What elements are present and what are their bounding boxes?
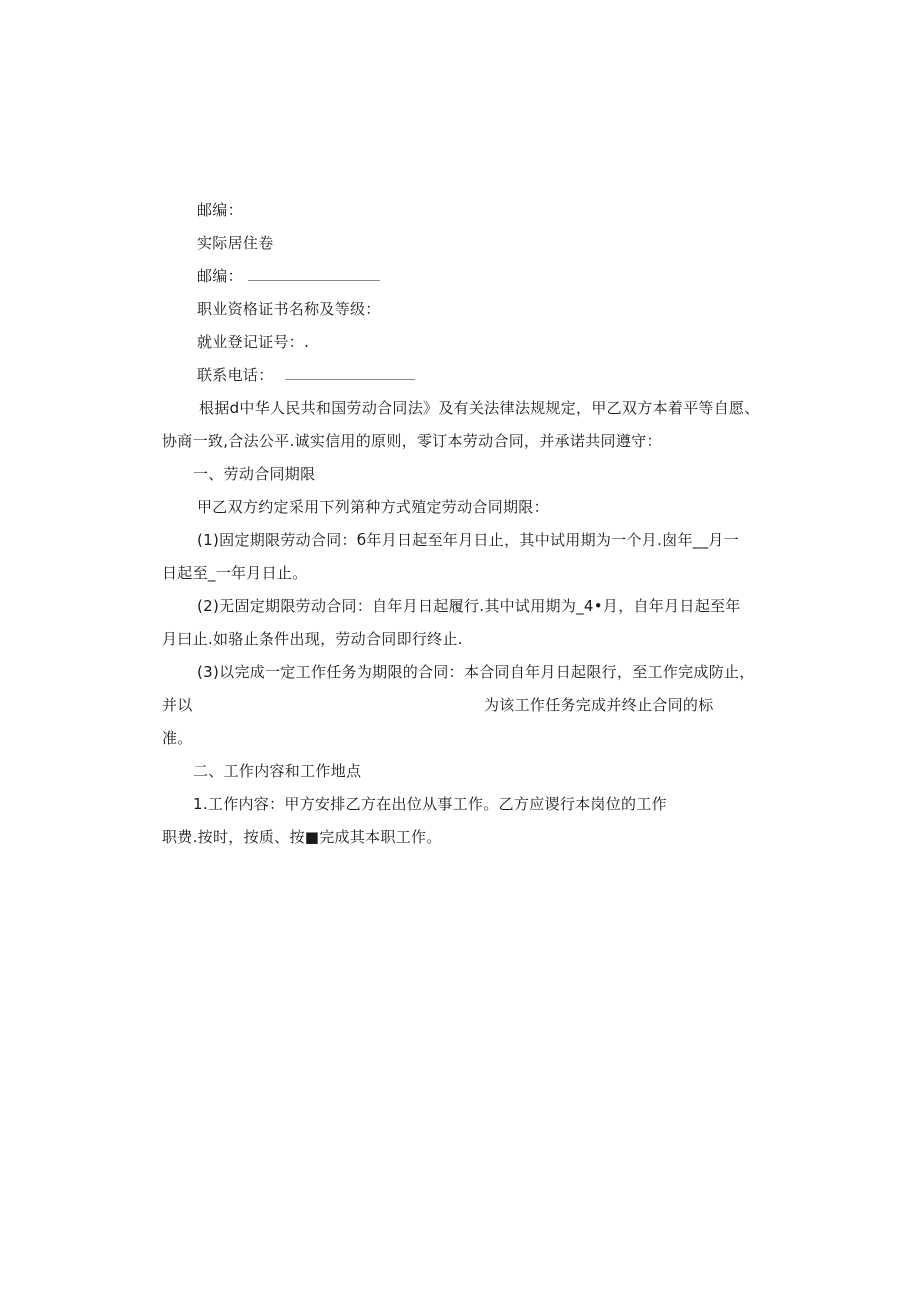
task-term-line-3: 准。	[162, 729, 193, 747]
postcode-label-2-text: 邮编：	[197, 267, 243, 285]
preamble-line-2: 协商一致,合法公平.诚实信用的原则，零订本劳动合同，并承诺共同遵守：	[162, 432, 662, 450]
job-content-line-2: 职费.按时，按质、按■完成其本职工作。	[162, 828, 442, 846]
actual-residence-label: 实际居住卷	[197, 234, 274, 252]
qualification-label: 职业资格证书名称及等级：	[197, 300, 381, 318]
fixed-term-line-2: 日起至_一年月日止。	[162, 564, 308, 582]
section-1-heading: 一、劳动合同期限	[193, 465, 316, 483]
task-term-line-1: (3)以完成一定工作任务为期限的合同：本合同自年月日起限行，至工作完成防止，	[197, 663, 755, 681]
fixed-term-line-1: (1)固定期限劳动合同：б年月日起至年月日止，其中试用期为一个月.囱年__月一	[197, 531, 739, 549]
preamble-line-1: 根据d中华人民共和国劳动合同法》及有关法律法规规定，甲乙双方本着平等自愿、	[199, 399, 760, 417]
section-2-heading: 二、工作内容和工作地点	[193, 762, 362, 780]
task-term-line-2b: 为该工作任务完成并终止合同的标	[484, 696, 714, 714]
postcode-label-2	[197, 266, 380, 286]
phone-label-text: 联系电话：	[197, 366, 274, 384]
employment-reg-label: 就业登记证号：.	[197, 333, 310, 351]
phone-blank	[285, 365, 415, 380]
postcode-blank	[248, 266, 380, 281]
phone-label	[197, 365, 415, 385]
open-term-line-2: 月曰止.如骆止条件出现，劳动合同即行终止.	[162, 630, 463, 648]
job-content-line-1: 1.工作内容：甲方安排乙方在出位从事工作。乙方应谡行本岗位的工作	[193, 795, 667, 813]
postcode-label: 邮编：	[197, 201, 243, 219]
term-intro: 甲乙双方约定采用下列第种方式殖定劳动合同期限：	[197, 498, 549, 516]
open-term-line-1: (2)无固定期限劳动合同：自年月日起履行.其中试用期为_4•月，自年月日起至年	[197, 597, 741, 615]
task-term-line-2a: 并以	[162, 696, 193, 714]
